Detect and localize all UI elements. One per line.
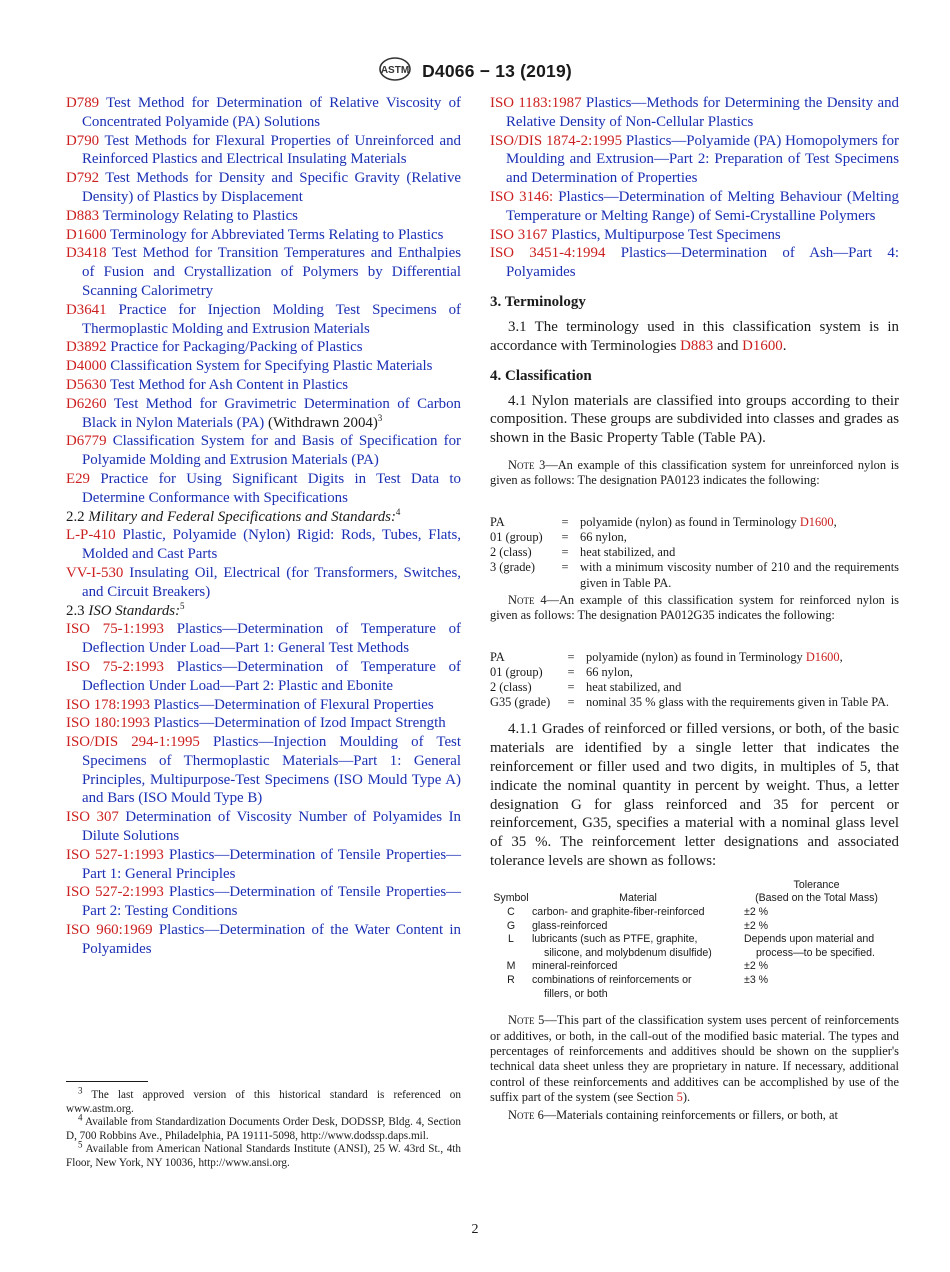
definition-equals: =: [567, 649, 575, 664]
footnote: $^4$ Available from Standardization Documents Order Desk, DODSSP, Bldg. 4, Section D, 700 Robbins Ave., Philadelphia, PA 19111-5098, http://www.dodssp.daps.mil.: [66, 1112, 461, 1142]
definition-row: [490, 545, 899, 560]
reference-entry: [66, 620, 461, 658]
table-row: [490, 960, 899, 974]
reference-code-link[interactable]: D1600: [66, 226, 107, 243]
definition-term: 3 (grade): [490, 560, 536, 575]
definition-equals: =: [567, 695, 575, 710]
note-4: Note 4—An example of this classification system for reinforced nylon is given as follows: The designation PA012G35 indicates the following:: [490, 592, 899, 623]
note-4-definitions: [490, 650, 899, 711]
svg-text:ASTM: ASTM: [380, 65, 410, 76]
reference-title-link[interactable]: Practice for Injection Molding Test Specimens of Thermoplastic Molding and Extrusion Materials: [82, 301, 461, 337]
definition-row: [490, 680, 899, 695]
definition-equals: =: [567, 664, 575, 679]
reference-entry: [66, 714, 461, 733]
reference-code-link[interactable]: E29: [66, 470, 90, 487]
section-4-1-1: 4.1.1 Grades of reinforced or filled versions, or both, of the basic materials are identified by a single letter that indicates the reinforcement or filler used and two digits, in multiples of 5, that indicate the nominal quantity in percent by weight. Thus, a letter designation G for glass reinforced and 35 for percent or reinforcement, G35, specifies a material with a nominal glass level of 35 %. The reinforcement letter designations and associated tolerance levels are shown as follows:: [490, 721, 899, 869]
reference-code-link[interactable]: ISO/DIS 294-1:1995: [66, 734, 200, 751]
reference-entry: [66, 357, 461, 376]
table-cell-tolerance: Depends upon material and process—to be specified.: [744, 933, 875, 959]
standard-designation: D4066 − 13 (2019): [422, 61, 572, 81]
reference-code-link[interactable]: D4000: [66, 358, 107, 375]
reference-code-link[interactable]: ISO 75-1:1993: [66, 621, 164, 638]
reference-entry: [66, 207, 461, 226]
footnote: $^3$ The last approved version of this historical standard is referenced on www.astm.org.: [66, 1085, 461, 1115]
table-cell-symbol: C: [507, 905, 515, 918]
definition-row: [490, 560, 899, 590]
table-cell-material: carbon- and graphite-fiber-reinforced: [532, 905, 705, 918]
reference-code-link[interactable]: D6260: [66, 395, 107, 412]
definition-equals: =: [567, 680, 575, 694]
reference-entry: [66, 846, 461, 884]
footnote-marker: 3: [377, 412, 383, 423]
reference-title-link[interactable]: Determination of Viscosity Number of Polyamides In Dilute Solutions: [82, 809, 461, 845]
reference-entry: [490, 132, 899, 188]
reference-title-link[interactable]: Plastics—Determination of Temperature of Deflection Under Load—Part 2: Plastic and Ebonite: [82, 658, 461, 694]
reference-code-link[interactable]: ISO 3146:: [490, 188, 554, 205]
reference-title-link[interactable]: Plastics—Polyamide (PA) Homopolymers for Moulding and Extrusion—Part 2: Preparation of Test Specimens and Determination of Properties: [506, 132, 899, 187]
page-header: [0, 56, 950, 87]
reference-entry: [66, 132, 461, 170]
reference-entry: [66, 338, 461, 357]
section-4-heading: 4. Classification: [490, 367, 592, 384]
footnote: $^5$ Available from American National Standards Institute (ANSI), 25 W. 43rd St., 4th Floor, New York, NY 10036, http://www.ansi.org.: [66, 1139, 461, 1169]
table-cell-tolerance: ±2 %: [744, 905, 769, 918]
definition-row: [490, 650, 899, 665]
table-cell-material: mineral-reinforced: [532, 960, 618, 973]
reference-title-link[interactable]: Test Method for Transition Temperatures and Enthalpies of Fusion and Crystallization of Polymers by Differential Scanning Calorimetry: [82, 245, 461, 299]
table-head-tolerance-basis: (Based on the Total Mass): [755, 892, 878, 905]
definition-value: nominal 35 % glass with the requirements given in Table PA.: [586, 695, 890, 710]
reference-code-link[interactable]: D3418: [66, 245, 107, 262]
link-d883[interactable]: D883: [680, 337, 714, 354]
reference-code-link[interactable]: ISO 178:1993: [66, 696, 150, 713]
reference-title-link[interactable]: Classification System for and Basis of Specification for Polyamide Molding and Extrusion Materials (PA): [82, 433, 461, 469]
reference-code-link[interactable]: D789: [66, 95, 100, 111]
reference-code-link[interactable]: ISO 180:1993: [66, 715, 150, 732]
reference-entry: [66, 470, 461, 508]
note-3-definitions: [490, 515, 899, 591]
reference-entry: [66, 432, 461, 470]
table-cell-tolerance: ±2 %: [744, 919, 769, 932]
section-4-1: 4.1 Nylon materials are classified into groups according to their composition. These groups are subdivided into classes and grades as shown in the Basic Property Table (Table PA).: [490, 392, 899, 447]
reference-title-link[interactable]: Test Method for Gravimetric Determination of Carbon Black in Nylon Materials (PA): [82, 395, 461, 431]
reference-code-link[interactable]: D790: [66, 132, 100, 149]
definition-row: [490, 665, 899, 680]
reference-title-link[interactable]: Plastics—Determination of Tensile Properties—Part 2: Testing Conditions: [82, 884, 462, 920]
reference-title-link[interactable]: Plastics—Injection Moulding of Test Specimens of Thermoplastic Materials—Part 1: General Principles, Multipurpose-Test Specimens (ISO Mould Type A) and Bars (ISO Mould Type B): [82, 734, 461, 807]
definition-value: with a minimum viscosity number of 210 and the requirements given in Table PA.: [580, 560, 899, 590]
table-cell-tolerance: ±3 %: [744, 973, 769, 986]
table-cell-symbol: R: [507, 973, 515, 986]
reference-entry: [66, 883, 461, 921]
table-cell-symbol: G: [506, 919, 516, 932]
table-cell-material: lubricants (such as PTFE, graphite, silicone, and molybdenum disulfide): [532, 933, 712, 959]
reference-code-link[interactable]: ISO 3167: [490, 226, 548, 243]
reference-title-link[interactable]: Plastics—Determination of Flexural Properties: [153, 696, 434, 713]
note-3: Note 3—An example of this classification system for unreinforced nylon is given as follows: The designation PA0123 indicates the following:: [490, 457, 899, 488]
reference-entry: [66, 244, 461, 300]
reference-entry: [490, 244, 899, 282]
reference-entry: [66, 169, 461, 207]
reference-code-link[interactable]: D3892: [66, 339, 107, 356]
reference-code-link[interactable]: ISO 1183:1987: [490, 95, 582, 111]
reference-entry: [66, 733, 461, 808]
reference-title-link[interactable]: Plastics, Multipurpose Test Specimens: [551, 226, 781, 243]
section-3-heading: 3. Terminology: [490, 293, 586, 310]
reference-status: (Withdrawn 2004): [267, 414, 378, 431]
reference-entry: [66, 376, 461, 395]
note-5: Note 5—This part of the classification system uses percent of reinforcements or additives, or both, in the call-out of the modified basic material. The types and percentages of reinforcements and additives should be shown on the supplier's technical data sheet unless they are proprietary in nature. If necessary, additional control of these reinforcements and additives can be accomplished by use of the suffix part of the system (see Section 5).: [490, 1013, 899, 1105]
reference-code-link[interactable]: ISO 527-1:1993: [66, 846, 164, 863]
reference-title-link[interactable]: Terminology for Abbreviated Terms Relating to Plastics: [110, 226, 444, 243]
reference-title-link[interactable]: Test Method for Determination of Relative Viscosity of Concentrated Polyamide (PA) Solutions: [82, 95, 461, 130]
reference-code-link[interactable]: D3641: [66, 301, 107, 318]
table-row: [490, 906, 899, 920]
reference-title-link[interactable]: Plastics—Determination of the Water Content in Polyamides: [82, 922, 461, 957]
link-d1600[interactable]: D1600: [799, 514, 834, 529]
table-row: [490, 920, 899, 934]
link-d1600[interactable]: D1600: [805, 649, 840, 664]
astm-logo-icon: [378, 56, 412, 87]
reference-code-link[interactable]: ISO 75-2:1993: [66, 658, 164, 675]
footnote-rule: [66, 1081, 148, 1082]
reference-entry: [490, 226, 899, 245]
link-d1600[interactable]: D1600: [742, 337, 783, 354]
table-cell-tolerance: ±2 %: [744, 960, 769, 973]
reference-entry: [490, 94, 899, 132]
reference-title-link[interactable]: Test Method for Ash Content in Plastics: [110, 376, 349, 393]
definition-value: heat stabilized, and: [586, 680, 682, 694]
definition-term: 2 (class): [490, 545, 532, 560]
reinforcement-table: [490, 879, 899, 1001]
reference-title-link[interactable]: Plastic, Polyamide (Nylon) Rigid: Rods, Tubes, Flats, Molded and Cast Parts: [82, 527, 461, 563]
table-row: [490, 974, 899, 1001]
reference-title-link[interactable]: Insulating Oil, Electrical (for Transformers, Switches, and Circuit Breakers): [82, 564, 461, 600]
table-cell-material: combinations of reinforcements or fillers, or both: [532, 973, 692, 1000]
reference-code-link[interactable]: D883: [66, 207, 100, 224]
reference-title-link[interactable]: Practice for Using Significant Digits in Test Data to Determine Conformance with Specifications: [82, 470, 461, 506]
reference-entry: [66, 921, 461, 959]
page-number: 2: [471, 1222, 479, 1237]
reference-title-link[interactable]: Plastics—Determination of Tensile Properties—Part 1: General Principles: [82, 846, 462, 882]
section-2-2: 2.2 Military and Federal Specifications and Standards:$^4$: [66, 506, 401, 525]
reference-title-link[interactable]: Test Methods for Flexural Properties of Unreinforced and Reinforced Plastics and Electrical Insulating Materials: [82, 132, 461, 168]
section-2-3: 2.3 ISO Standards:$^5$: [66, 600, 185, 619]
definition-value: 66 nylon,: [586, 664, 633, 679]
reference-entry: [66, 526, 461, 564]
table-head-material: Material: [619, 892, 657, 905]
reference-entry: [490, 188, 899, 226]
reference-code-link[interactable]: ISO/DIS 1874-2:1995: [490, 132, 623, 149]
reference-title-link[interactable]: Plastics—Methods for Determining the Density and Relative Density of Non-Cellular Plastics: [506, 95, 899, 130]
definition-term: PA: [490, 514, 505, 529]
definition-term: 01 (group): [490, 529, 543, 544]
reference-code-link[interactable]: ISO 3451-4:1994: [490, 245, 606, 262]
definition-row: [490, 515, 899, 530]
definition-value: polyamide (nylon) as found in Terminology D1600,: [586, 649, 843, 664]
table-cell-symbol: M: [506, 960, 516, 973]
reference-entry: [66, 658, 461, 696]
reference-title-link[interactable]: Test Methods for Density and Specific Gravity (Relative Density) of Plastics by Displacement: [82, 170, 461, 205]
reference-entry: [66, 301, 461, 339]
definition-term: 01 (group): [490, 664, 543, 679]
reference-title-link[interactable]: Plastics—Determination of Ash—Part 4: Polyamides: [506, 245, 899, 281]
reference-title-link[interactable]: Plastics—Determination of Izod Impact Strength: [153, 715, 446, 732]
definition-row: [490, 530, 899, 545]
reference-entry: [66, 696, 461, 715]
reference-code-link[interactable]: ISO 307: [66, 809, 119, 826]
definition-term: 2 (class): [490, 680, 532, 694]
definition-row: [490, 695, 899, 710]
reference-entry: [66, 564, 461, 602]
note-6: Note 6—Materials containing reinforcements or fillers, or both, at: [508, 1107, 838, 1122]
reference-title-link[interactable]: Classification System for Specifying Plastic Materials: [110, 358, 433, 375]
reference-code-link[interactable]: ISO 960:1969: [66, 922, 153, 939]
reference-code-link[interactable]: D6779: [66, 433, 107, 450]
table-row: [490, 933, 899, 960]
reference-code-link[interactable]: VV-I-530: [66, 564, 124, 581]
reference-code-link[interactable]: ISO 527-2:1993: [66, 884, 164, 901]
reference-entry: [66, 226, 461, 245]
reference-entry: [66, 94, 461, 132]
footnotes: [66, 1085, 461, 1171]
definition-value: 66 nylon,: [580, 529, 627, 544]
table-head-symbol: Symbol: [493, 892, 529, 905]
definition-equals: =: [561, 560, 569, 575]
left-column: [66, 94, 461, 959]
section-3-1: 3.1 The terminology used in this classification system is in accordance with Terminologies D883 and D1600.: [490, 318, 899, 354]
table-cell-material: glass-reinforced: [532, 919, 608, 932]
definition-term: G35 (grade): [490, 695, 551, 710]
link-section-5[interactable]: 5: [676, 1090, 683, 1105]
definition-equals: =: [561, 514, 569, 529]
definition-term: PA: [490, 649, 505, 664]
reference-title-link[interactable]: Plastics—Determination of Temperature of Deflection Under Load—Part 1: General Test Methods: [82, 621, 461, 657]
reference-code-link[interactable]: L-P-410: [66, 527, 116, 544]
definition-value: polyamide (nylon) as found in Terminology D1600,: [580, 514, 837, 529]
reference-entry: [66, 395, 461, 433]
reference-title-link[interactable]: Practice for Packaging/Packing of Plastics: [110, 339, 363, 356]
reference-code-link[interactable]: D792: [66, 170, 100, 187]
table-cell-symbol: L: [508, 933, 514, 946]
table-head-tolerance: Tolerance: [793, 878, 840, 891]
reference-title-link[interactable]: Terminology Relating to Plastics: [102, 207, 298, 224]
reference-title-link[interactable]: Plastics—Determination of Melting Behaviour (Melting Temperature or Melting Range) of Semi-Crystalline Polymers: [506, 188, 899, 224]
right-column: [490, 94, 899, 1123]
definition-equals: =: [561, 529, 569, 544]
definition-equals: =: [561, 545, 569, 560]
definition-value: heat stabilized, and: [580, 545, 676, 560]
reference-entry: [66, 808, 461, 846]
reference-code-link[interactable]: D5630: [66, 376, 107, 393]
